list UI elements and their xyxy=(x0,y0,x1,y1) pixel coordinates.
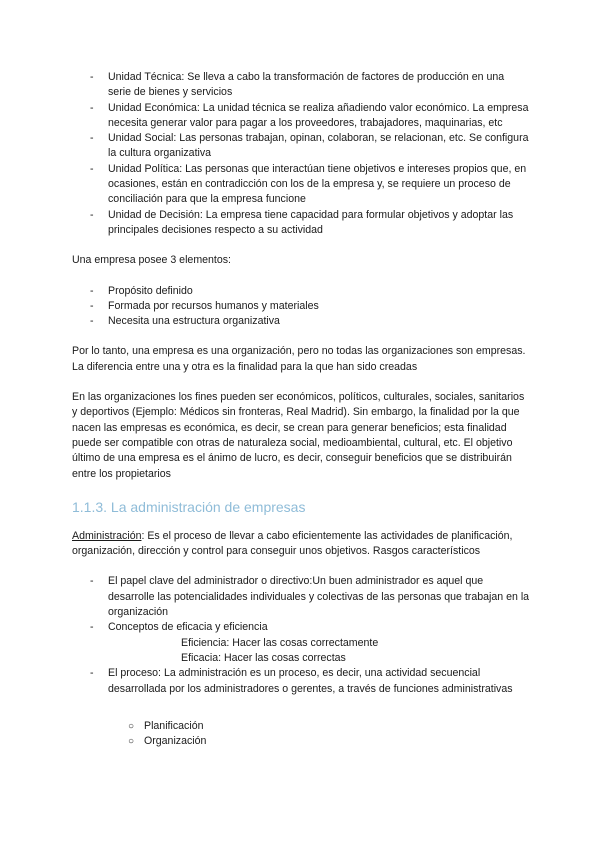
section-heading: 1.1.3. La administración de empresas xyxy=(72,498,306,515)
paragraph: Por lo tanto, una empresa es una organización, pero no todas las organizaciones son empresas. La diferencia entre una y otra es la finalidad para la que han sido creadas xyxy=(72,345,526,373)
admin-definition: Administración: Es el proceso de llevar a cabo eficientemente las actividades de planificación, organización, dirección y control para conseguir unos objetivos. Rasgos característicos xyxy=(72,529,513,558)
dash-bullet: - xyxy=(90,299,94,312)
list-item: - Conceptos de eficacia y eficiencia Eficiencia: Hacer las cosas correctamente Eficacia: Hacer las cosas correctas xyxy=(72,620,530,666)
dash-bullet: - xyxy=(90,208,94,221)
sub-item: Eficiencia: Hacer las cosas correctamente xyxy=(181,636,379,649)
list-item: - Unidad Técnica: Se lleva a cabo la transformación de factores de producción en una serie de bienes y servicios xyxy=(90,71,505,99)
traits-list xyxy=(72,574,530,696)
sub-item: Eficacia: Hacer las cosas correctas xyxy=(181,651,346,664)
circle-bullet-icon: ○ xyxy=(128,720,135,732)
list-item: - Unidad Política: Las personas que interactúan tiene objetivos e intereses propios que, en ocasiones, están en contradicción con los de la empresa y, se requiere un proceso de conciliación para que la empresa funcione xyxy=(90,162,527,206)
dash-bullet: - xyxy=(90,71,94,83)
list-item: - Formada por recursos humanos y materiales xyxy=(72,299,530,314)
dash-bullet: - xyxy=(90,621,94,634)
circle-bullet-icon: ○ xyxy=(128,736,135,748)
list-item: - Propósito definido xyxy=(72,284,530,299)
list-item: ○ Planificación xyxy=(72,719,530,734)
admin-term: Administración xyxy=(72,529,142,542)
units-list xyxy=(72,70,530,238)
dash-bullet: - xyxy=(90,667,94,680)
list-item: - Unidad Social: Las personas trabajan, opinan, colaboran, se relacionan, etc. Se configura la cultura organizativa xyxy=(90,132,529,160)
list-item: - Necesita una estructura organizativa xyxy=(72,314,530,329)
elements-intro: Una empresa posee 3 elementos: xyxy=(72,254,231,267)
elements-list xyxy=(72,284,530,330)
list-item: - Unidad de Decisión: La empresa tiene capacidad para formular objetivos y adoptar las principales decisiones respecto a su actividad xyxy=(90,208,514,236)
dash-bullet: - xyxy=(90,132,94,145)
dash-bullet: - xyxy=(90,101,94,114)
list-item: - El proceso: La administración es un proceso, es decir, una actividad secuencial desarrollada por los administradores o gerentes, a través de funciones administrativas xyxy=(90,667,513,695)
dash-bullet: - xyxy=(90,575,94,588)
list-item: - Unidad Económica: La unidad técnica se realiza añadiendo valor económico. La empresa necesita generar valor para pagar a los proveedores, trabajadores, maquinarias, etc xyxy=(90,101,529,129)
list-item: - El papel clave del administrador o directivo:Un buen administrador es aquel que desarrolle las potencialidades individuales y colectivas de las personas que trabajan en la organización xyxy=(90,575,530,619)
dash-bullet: - xyxy=(90,284,94,297)
dash-bullet: - xyxy=(90,162,94,175)
paragraph: En las organizaciones los fines pueden ser económicos, políticos, culturales, sociales, sanitarios y deportivos (Ejemplo: Médicos sin fronteras, Real Madrid). Sin embargo, la finalidad por la que nacen las empresas es económica, es decir, se crean para generar beneficios; esta finalidad puede ser compatible con otras de naturaleza social, medioambiental, cultural, etc. El objetivo último de una empresa es el ánimo de lucro, es decir, conseguir beneficios que se distribuirán entre los propietarios xyxy=(72,391,525,480)
document-body xyxy=(72,70,530,749)
list-item: ○ Organización xyxy=(72,734,530,749)
functions-list xyxy=(72,719,530,750)
dash-bullet: - xyxy=(90,315,94,328)
